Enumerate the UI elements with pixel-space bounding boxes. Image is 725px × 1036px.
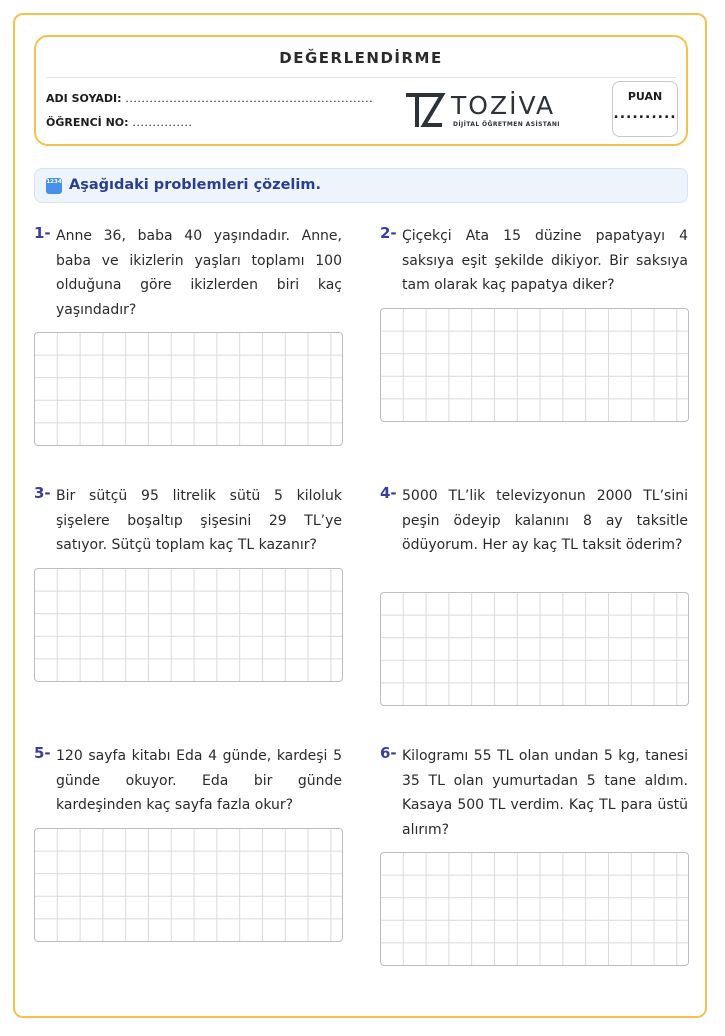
question-text: Çiçekçi Ata 15 düzine papatyayı 4 saksıya eşit şekilde dikiyor. Bir saksıya tam olarak kaç papatya diker? [402, 228, 688, 293]
question-text: Kilogramı 55 TL olan undan 5 kg, tanesi 35 TL olan yumurtadan 5 tane aldım. Kasaya 500 TL verdim. Kaç TL para üstü alırım? [402, 748, 688, 838]
answer-grid-3[interactable] [34, 568, 343, 682]
score-label: PUAN [627, 90, 663, 103]
answer-grid-1[interactable] [34, 332, 343, 446]
student-number-label: ÖĞRENCİ NO: [46, 116, 129, 129]
student-number-blank[interactable]: ............... [132, 116, 193, 129]
numbers-icon: 1234 [46, 178, 62, 194]
answer-grid-5[interactable] [34, 828, 343, 942]
question-number: 2- [380, 224, 397, 242]
score-blank[interactable]: .......... [613, 106, 677, 122]
question-text: Bir sütçü 95 litrelik sütü 5 kiloluk şişelere boşaltıp şişesini 29 TL’ye satıyor. Sütçü toplam kaç TL kazanır? [56, 488, 342, 553]
page-title: DEĞERLENDİRME [279, 49, 443, 67]
answer-grid-4[interactable] [380, 592, 689, 706]
question-text: 120 sayfa kitabı Eda 4 günde, kardeşi 5 günde okuyor. Eda bir günde kardeşinden kaç sayfa fazla okur? [56, 748, 342, 813]
answer-grid-2[interactable] [380, 308, 689, 422]
question-number: 5- [34, 744, 51, 762]
instruction-text: Aşağıdaki problemleri çözelim. [69, 177, 321, 193]
logo [406, 91, 566, 131]
question-text: Anne 36, baba 40 yaşındadır. Anne, baba ve ikizlerin yaşları toplamı 100 olduğuna göre ikizlerden biri kaç yaşındadır? [56, 228, 342, 318]
question-number: 6- [380, 744, 397, 762]
student-number-field[interactable] [46, 116, 192, 129]
name-field[interactable] [46, 92, 373, 105]
score-box[interactable] [612, 81, 678, 137]
header-box [34, 35, 688, 146]
question-text: 5000 TL’lik televizyonun 2000 TL’sini peşin ödeyip kalanını 8 ay taksitle ödüyorum. Her ay kaç TL taksit öderim? [402, 488, 688, 553]
logo-mark-icon [406, 91, 446, 129]
question-number: 3- [34, 484, 51, 502]
logo-subtitle: DİJİTAL ÖĞRETMEN ASİSTANI [453, 121, 560, 128]
logo-wordmark: TOZİVA [451, 91, 556, 120]
instruction-banner [34, 168, 688, 203]
header-divider [46, 77, 676, 78]
name-blank[interactable]: .............................................................. [125, 92, 374, 105]
question-number: 4- [380, 484, 397, 502]
name-label: ADI SOYADI: [46, 92, 122, 105]
question-number: 1- [34, 224, 51, 242]
answer-grid-6[interactable] [380, 852, 689, 966]
